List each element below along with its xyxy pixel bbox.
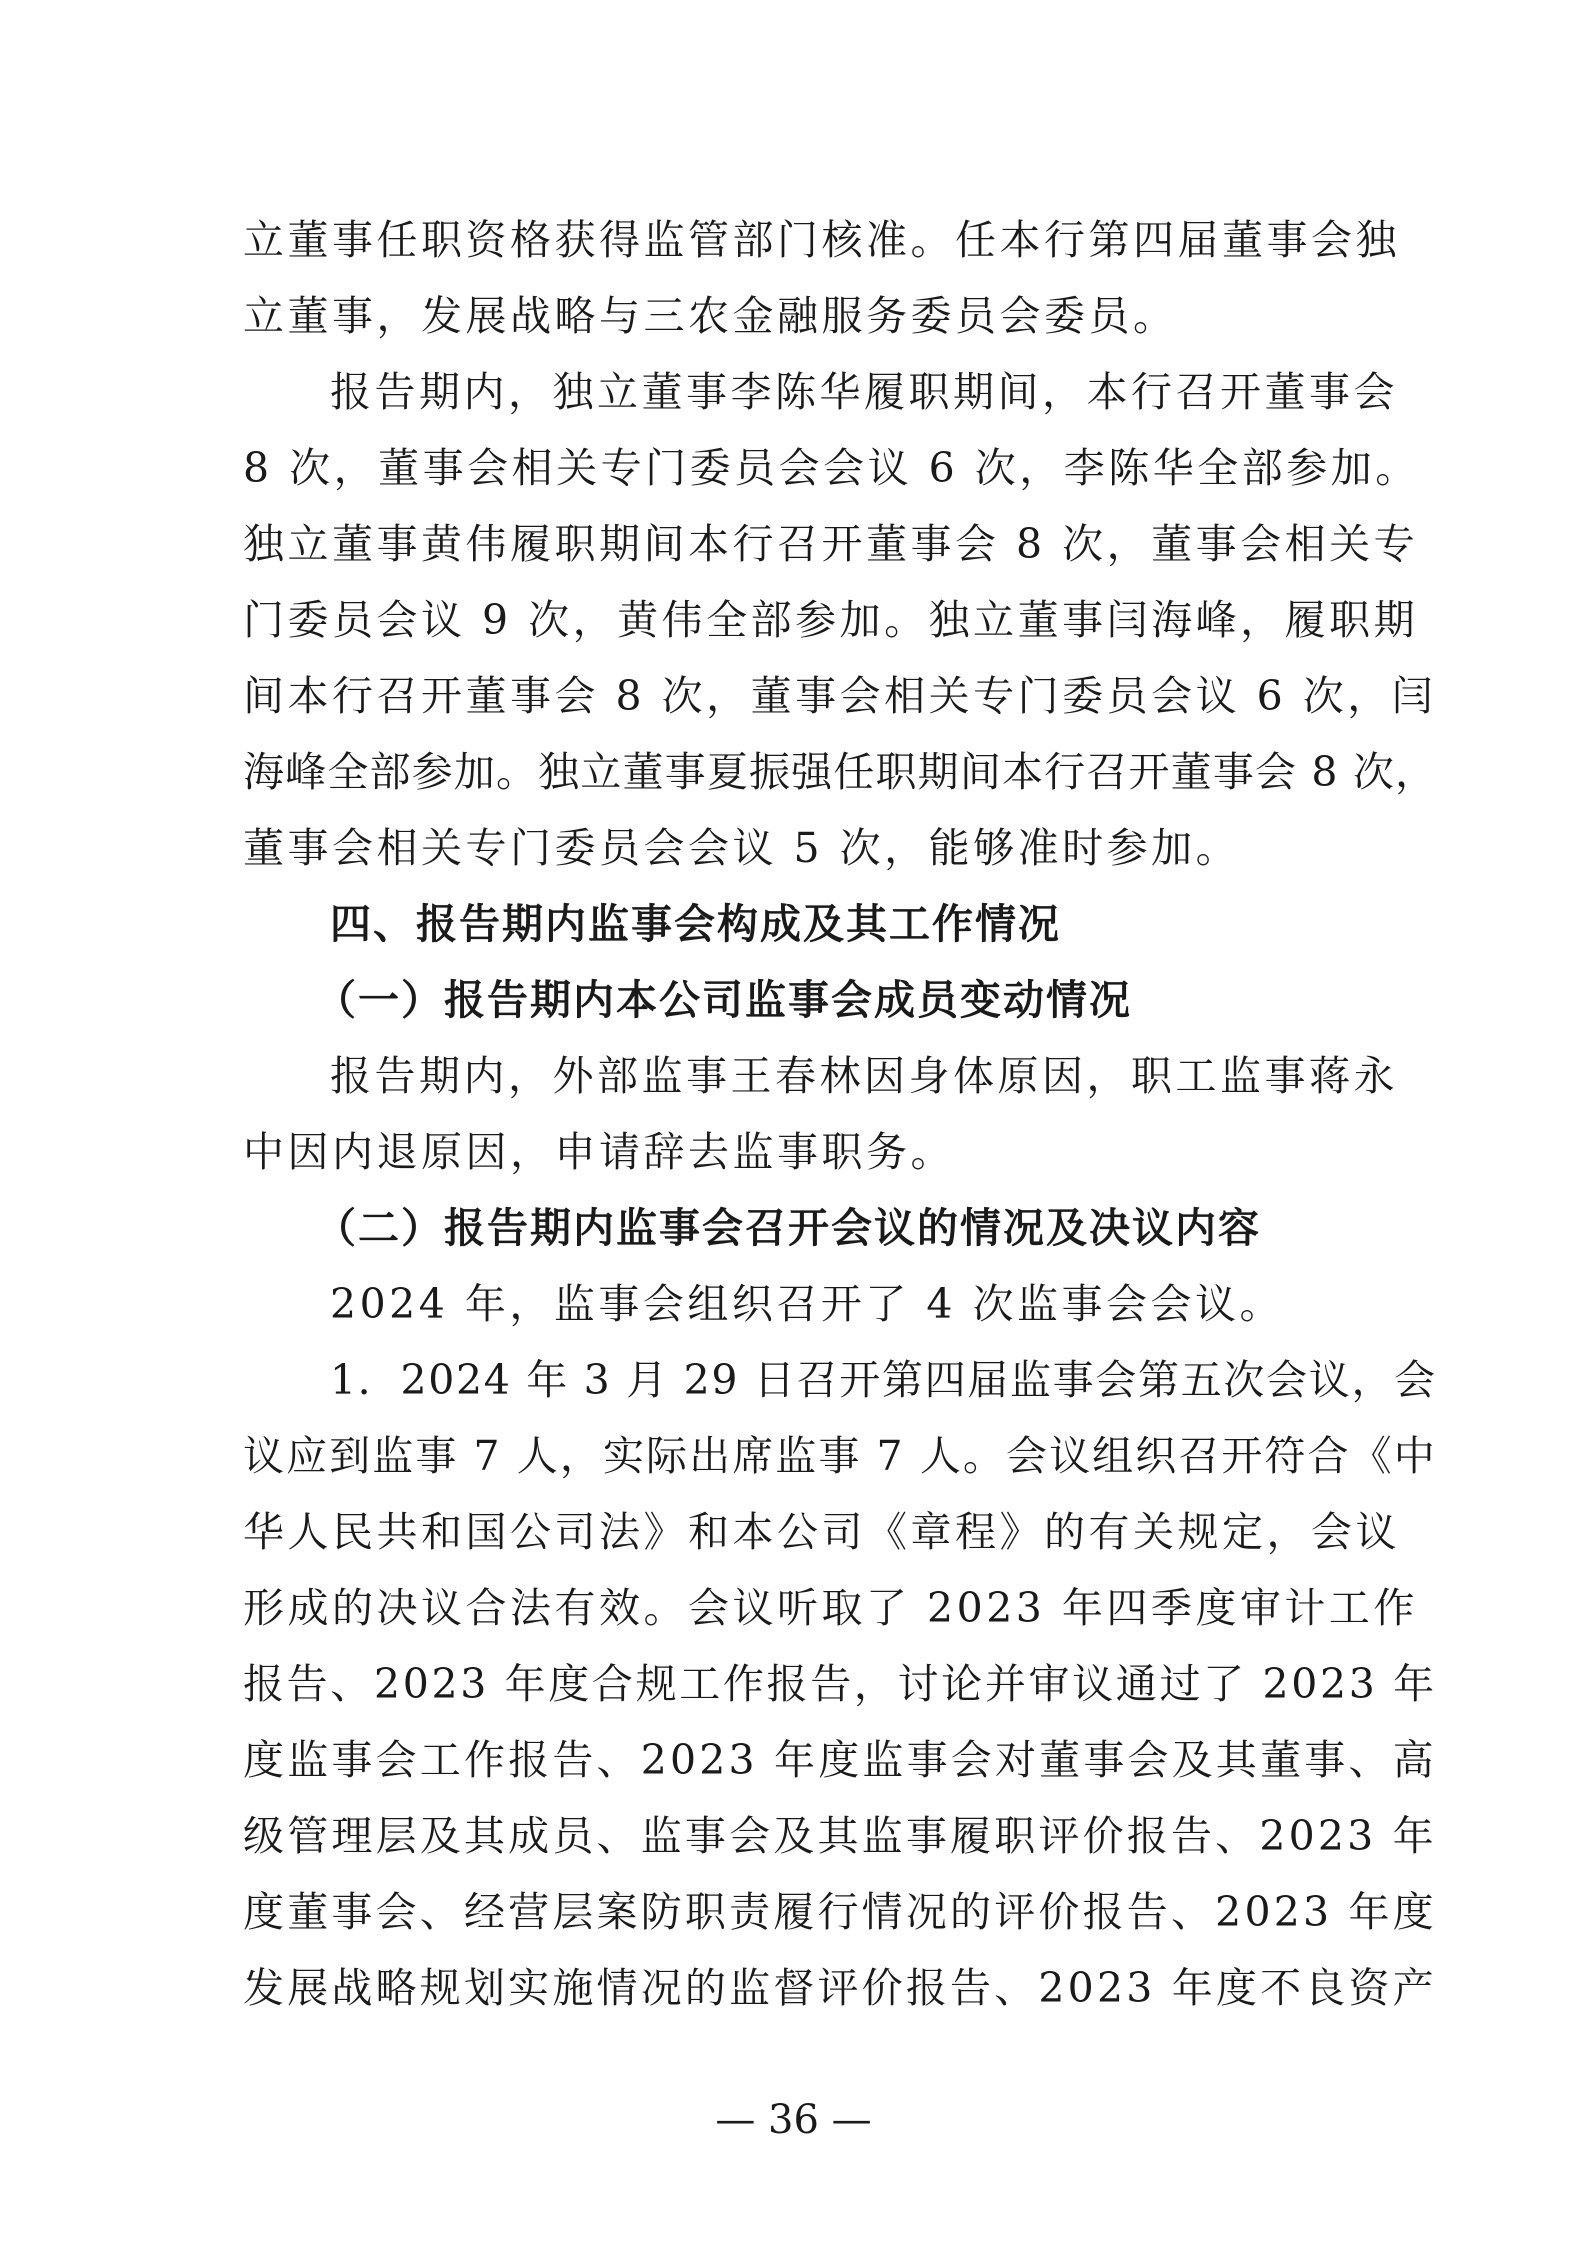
paragraph-line: 海峰全部参加。独立董事夏振强任职期间本行召开董事会 8 次， [243, 748, 1438, 796]
paragraph-line: 立董事，发展战略与三农金融服务委员会委员。 [243, 292, 1178, 340]
paragraph-line: 独立董事黄伟履职期间本行召开董事会 8 次，董事会相关专 [243, 520, 1419, 568]
paragraph-line: 1．2024 年 3 月 29 日召开第四届监事会第五次会议，会 [330, 1356, 1437, 1404]
paragraph-line: 华人民共和国公司法》和本公司《章程》的有关规定，会议 [243, 1508, 1400, 1556]
paragraph-line: 度董事会、经营层案防职责履行情况的评价报告、2023 年度 [243, 1888, 1437, 1936]
paragraph-line: 报告期内，独立董事李陈华履职期间，本行召开董事会 [330, 368, 1398, 416]
paragraph-line: 立董事任职资格获得监管部门核准。任本行第四届董事会独 [243, 216, 1400, 264]
paragraph-line: 报告期内，外部监事王春林因身体原因，职工监事蒋永 [330, 1052, 1398, 1100]
section-heading: 四、报告期内监事会构成及其工作情况 [330, 900, 1061, 948]
paragraph-line: 度监事会工作报告、2023 年度监事会对董事会及其董事、高 [243, 1736, 1437, 1784]
paragraph-line: 中因内退原因，申请辞去监事职务。 [243, 1128, 955, 1176]
paragraph-line: 董事会相关专门委员会会议 5 次，能够准时参加。 [243, 824, 1241, 872]
paragraph-line: 级管理层及其成员、监事会及其监事履职评价报告、2023 年 [243, 1812, 1437, 1860]
paragraph-line: 门委员会议 9 次，黄伟全部参加。独立董事闫海峰，履职期 [243, 596, 1419, 644]
paragraph-line: 8 次，董事会相关专门委员会会议 6 次，李陈华全部参加。 [243, 444, 1420, 492]
paragraph-line: 2024 年，监事会组织召开了 4 次监事会会议。 [330, 1280, 1285, 1328]
subsection-heading: （一）报告期内本公司监事会成员变动情况 [315, 976, 1132, 1024]
paragraph-line: 间本行召开董事会 8 次，董事会相关专门委员会议 6 次，闫 [243, 672, 1437, 720]
page-number: — 36 — [715, 2097, 872, 2143]
paragraph-line: 形成的决议合法有效。会议听取了 2023 年四季度审计工作 [243, 1584, 1418, 1632]
paragraph-line: 发展战略规划实施情况的监督评价报告、2023 年度不良资产 [243, 1964, 1437, 2012]
paragraph-line: 报告、2023 年度合规工作报告，讨论并审议通过了 2023 年 [243, 1660, 1437, 1708]
paragraph-line: 议应到监事 7 人，实际出席监事 7 人。会议组织召开符合《中 [243, 1432, 1437, 1480]
subsection-heading: （二）报告期内监事会召开会议的情况及决议内容 [315, 1204, 1261, 1252]
